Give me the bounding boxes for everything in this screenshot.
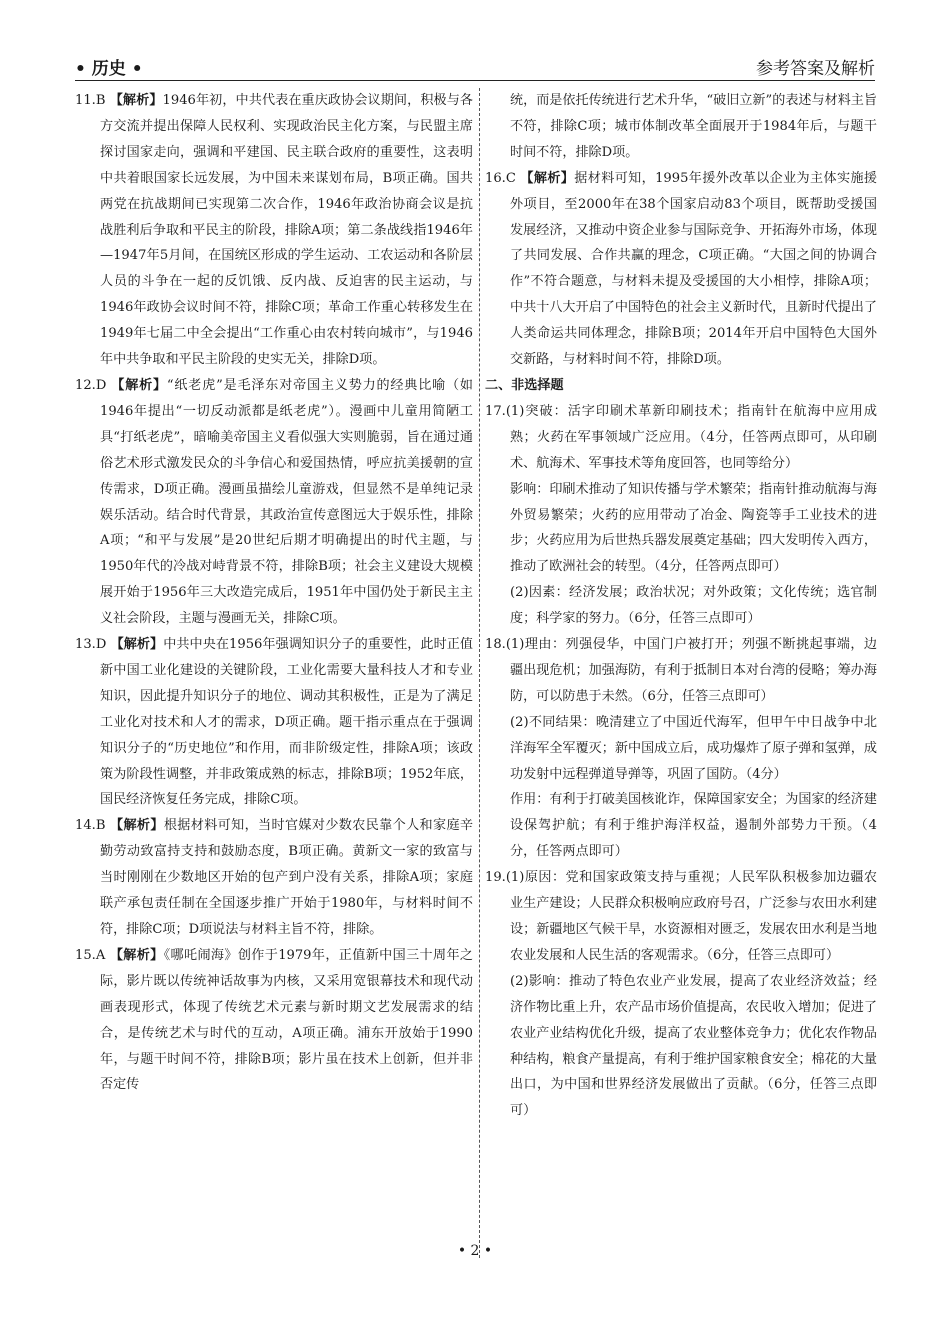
left-column bbox=[75, 88, 473, 1098]
answer-17 bbox=[485, 399, 877, 477]
answer-16 bbox=[485, 166, 877, 373]
right-column bbox=[485, 88, 877, 1124]
answer-text: 根据材料可知，当时官媒对少数农民靠个人和家庭辛勤劳动致富持支持和鼓励态度，B项正确。黄新文一家的致富与当时刚刚在少数地区开始的包产到户没有关系，排除A项；家庭联产承包责任制在全国逐步推广开始于1980年，与材料时间不符，排除C项；D项说法与材料主旨不符，排除。 bbox=[100, 818, 474, 937]
answer-part: (2)不同结果：晚清建立了中国近代海军，但甲午中日战争中北洋海军全军覆灭；新中国成立后，成功爆炸了原子弹和氢弹，成功发射中远程弹道导弹等，巩固了国防。（4分） bbox=[510, 714, 877, 782]
answer-18 bbox=[485, 632, 877, 710]
answer-12 bbox=[75, 373, 473, 632]
answer-14 bbox=[75, 813, 473, 943]
answer-text: “纸老虎”是毛泽东对帝国主义势力的经典比喻（如1946年提出“一切反动派都是纸老虎”）。漫画中儿童用简陋工具“打纸老虎”，暗喻美帝国主义看似强大实则脆弱，旨在通过通俗艺术形式激发民众的斗争信心和爱国热情，呼应抗美援朝的宣传需求，D项正确。漫画虽描绘儿童游戏，但显然不是单纯记录娱乐活动。结合时代背景，其政治宣传意图远大于娱乐性，排除A项；“和平与发展”是20世纪后期才明确提出的时代主题，与1950年代的冷战对峙背景不符，排除B项；社会主义建设大规模展开始于1956年三大改造完成后，1951年中国仍处于新民主主义社会阶段，主题与漫画无关，排除C项。 bbox=[100, 377, 473, 627]
answer-text: 据材料可知，1995年援外改革以企业为主体实施援外项目，至2000年在38个国家启动83个项目，既帮助受援国发展经济，又推动中资企业参与国际竞争、开拓海外市场，体现了共同发展、合作共赢的理念，C项正确。“大国之间的协调合作”不符合题意，与材料未提及受援国的大小相悖，排除A项；中共十八大开启了中国特色的社会主义新时代，且新时代提出了人类命运共同体理念，排除B项；2014年开启中国特色大国外交新路，与材料时间不符，排除D项。 bbox=[510, 170, 878, 368]
answer-number: 15.A bbox=[75, 947, 106, 963]
answer-19 bbox=[485, 865, 877, 969]
column-divider bbox=[479, 88, 480, 1258]
answer-text: 《哪吒闹海》创作于1979年，正值新中国三十周年之际，影片既以传统神话故事为内核，又采用宽银幕技术和现代动画表现形式，体现了传统艺术元素与新时期文艺发展需求的结合，是传统艺术与时代的互动，A项正确。浦东开放始于1990年，与题干时间不符，排除B项；影片虽在技术上创新，但并非否定传 bbox=[100, 947, 473, 1093]
answer-number: 11.B bbox=[75, 93, 106, 108]
answer-number: 18. bbox=[485, 637, 506, 653]
analysis-tag: 【解析】 bbox=[109, 818, 164, 834]
analysis-tag: 【解析】 bbox=[111, 377, 167, 393]
answer-number: 17. bbox=[485, 403, 506, 419]
analysis-tag: 【解析】 bbox=[109, 947, 164, 963]
subject-label: • 历史 • bbox=[75, 59, 143, 79]
answer-text: 1946年初，中共代表在重庆政协会议期间，积极与各方交流并提出保障人民权利、实现政治民主化方案，与民盟主席探讨国家走向，强调和平建国、民主联合政府的重要性，这表明中共着眼国家长远发展，为中国未来谋划布局，B项正确。国共两党在抗战期间已实现第二次合作，1946年政治协商会议是抗战胜利后争取和平民主的阶段，排除A项；第二条战线指1946年—1947年5月间，在国统区形成的学生运动、工农运动和各阶层人员的斗争在一起的反饥饿、反内战、反迫害的民主运动，与1946年政协会议时间不符，排除C项；革命工作重心转移发生在1949年七届二中全会提出“工作重心由农村转向城市”，与1946年中共争取和平民主阶段的史实无关，排除D项。 bbox=[100, 93, 474, 368]
answer-text: 中共中央在1956年强调知识分子的重要性，此时正值新中国工业化建设的关键阶段，工业化需要大量科技人才和专业知识，因此提升知识分子的地位、调动其积极性，正是为了满足工业化对技术和人才的需求，D项正确。题干指示重点在于强调知识分子的“历史地位”和作用，而非阶级定性，排除A项；该政策为阶段性调整，并非政策成熟的标志，排除B项；1952年底，国民经济恢复任务完成，排除C项。 bbox=[100, 637, 473, 808]
answer-part: (1)理由：列强侵华，中国门户被打开；列强不断挑起事端，边疆出现危机；加强海防，有利于抵制日本对台湾的侵略；筹办海防，可以防患于未然。（6分，任答三点即可） bbox=[505, 637, 877, 704]
document-title: 参考答案及解析 bbox=[756, 59, 875, 79]
answer-15-continued: 统，而是依托传统进行艺术升华，“破旧立新”的表述与材料主旨不符，排除C项；城市体制改革全面展开于1984年后，与题干时间不符，排除D项。 bbox=[510, 93, 877, 160]
analysis-tag: 【解析】 bbox=[109, 93, 163, 108]
answer-part: (1)原因：党和国家政策支持与重视；人民军队积极参加边疆农业生产建设；人民群众积极响应政府号召，广泛参与农田水利建设；新疆地区气候干旱，水资源相对匮乏，发展农田水利是当地农业发展和人民生活的客观需求。（6分，任答三点即可） bbox=[505, 870, 877, 963]
answer-number: 19. bbox=[485, 870, 506, 886]
answer-number: 13.D bbox=[75, 637, 107, 653]
answer-number: 12.D bbox=[75, 377, 107, 393]
answer-part: (2)因素：经济发展；政治状况；对外政策；文化传统；选官制度；科学家的努力。（6分，任答三点即可） bbox=[510, 585, 877, 627]
answer-13 bbox=[75, 632, 473, 813]
analysis-tag: 【解析】 bbox=[110, 637, 164, 653]
analysis-tag: 【解析】 bbox=[520, 170, 575, 186]
page-number: • 2 • bbox=[457, 1243, 493, 1259]
answer-number: 14.B bbox=[75, 818, 106, 834]
answer-part: 作用：有利于打破美国核讹诈，保障国家安全；为国家的经济建设保驾护航；有利于维护海洋权益，遏制外部势力干预。（4分，任答两点即可） bbox=[510, 792, 877, 860]
answer-part: (1)突破：活字印刷术革新印刷技术；指南针在航海中应用成熟；火药在军事领域广泛应用。（4分，任答两点即可，从印刷术、航海术、军事技术等角度回答，也同等给分） bbox=[505, 403, 877, 471]
answer-part: (2)影响：推动了特色农业产业发展，提高了农业经济效益；经济作物比重上升，农产品市场价值提高，农民收入增加；促进了农业产业结构优化升级，提高了农业整体竞争力；优化农作物品种结构，粮食产量提高，有利于维护国家粮食安全；棉花的大量出口，为中国和世界经济发展做出了贡献。（6分，任答三点即可） bbox=[510, 973, 877, 1119]
answer-number: 16.C bbox=[485, 170, 516, 186]
section-title: 二、非选择题 bbox=[485, 377, 564, 393]
answer-15 bbox=[75, 943, 473, 1098]
answer-part: 影响：印刷术推动了知识传播与学术繁荣；指南针推动航海与海外贸易繁荣；火药的应用带动了冶金、陶瓷等手工业技术的进步；火药应用为后世热兵器发展奠定基础；四大发明传入西方，推动了欧洲社会的转型。（4分，任答两点即可） bbox=[510, 481, 877, 575]
page-header bbox=[75, 54, 875, 81]
answer-11 bbox=[75, 88, 473, 373]
